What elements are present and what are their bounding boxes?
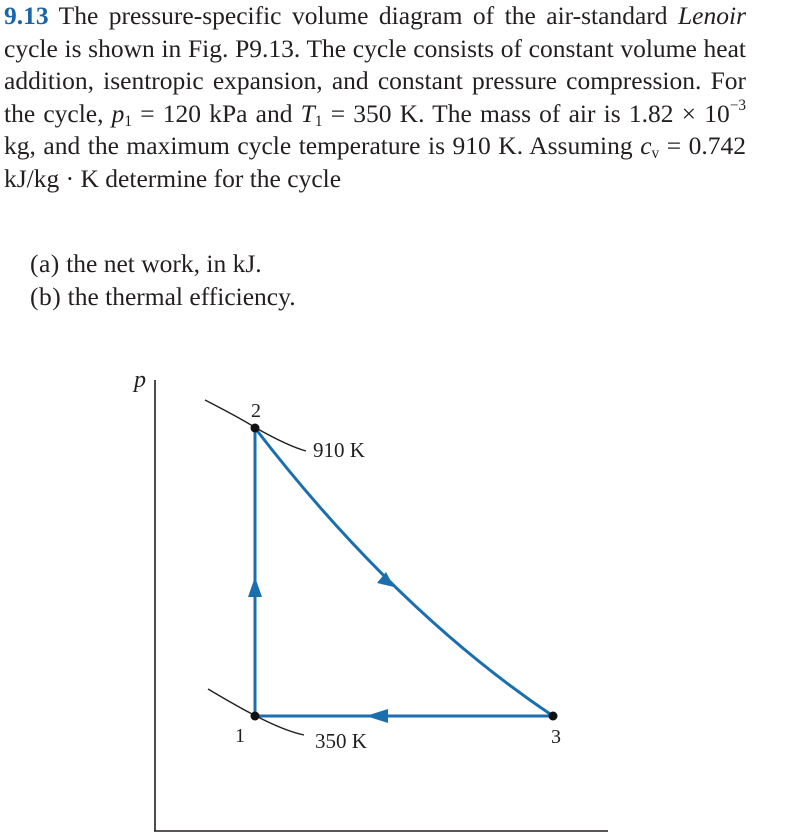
problem-text: kg, and the maximum cycle temperature is 910 K. Assuming: [4, 131, 641, 161]
symbol-c: c: [640, 131, 652, 161]
problem-text: = 350 K. The mass of air is 1.82 × 10: [322, 98, 730, 128]
axis-label-p: p: [134, 367, 146, 393]
arrow-down-right-icon: [377, 572, 394, 587]
symbol-p: p: [111, 98, 125, 128]
part-label: (b): [30, 281, 62, 311]
problem-text: = 120 kPa and: [132, 98, 301, 128]
problem-text: = 0.742 kJ/kg · K determine for the cycle: [4, 131, 746, 193]
problem-text: cycle is shown in Fig. P9.13. The cycle consists of constant volume heat addition, isentropic expansion, and constant pressure compression. For the cycle,: [4, 33, 746, 128]
subscript: 1: [124, 112, 133, 130]
isotherm-label-350k: 350 K: [315, 729, 367, 753]
symbol-T: T: [300, 98, 315, 128]
part-text: the thermal efficiency.: [67, 281, 296, 311]
state-point-2: [251, 424, 260, 433]
cycle-name: Lenoir: [677, 1, 746, 30]
state-point-1: [251, 712, 260, 721]
arrow-left-icon: [366, 709, 388, 723]
subscript: v: [651, 145, 660, 163]
state-label-2: 2: [251, 400, 261, 422]
part-text: the net work, in kJ.: [66, 249, 262, 278]
problem-text: The pressure-specific volume diagram of the air-standard: [48, 1, 678, 30]
subscript: 1: [314, 112, 323, 130]
state-point-3: [549, 712, 558, 721]
arrow-up-icon: [248, 577, 262, 597]
state-label-1: 1: [235, 725, 245, 747]
isotherm-label-910k: 910 K: [313, 438, 365, 462]
state-label-3: 3: [551, 726, 561, 748]
superscript: −3: [729, 96, 746, 114]
problem-number: 9.13: [4, 1, 49, 30]
part-label: (a): [30, 249, 60, 278]
process-2-3: [255, 428, 553, 716]
